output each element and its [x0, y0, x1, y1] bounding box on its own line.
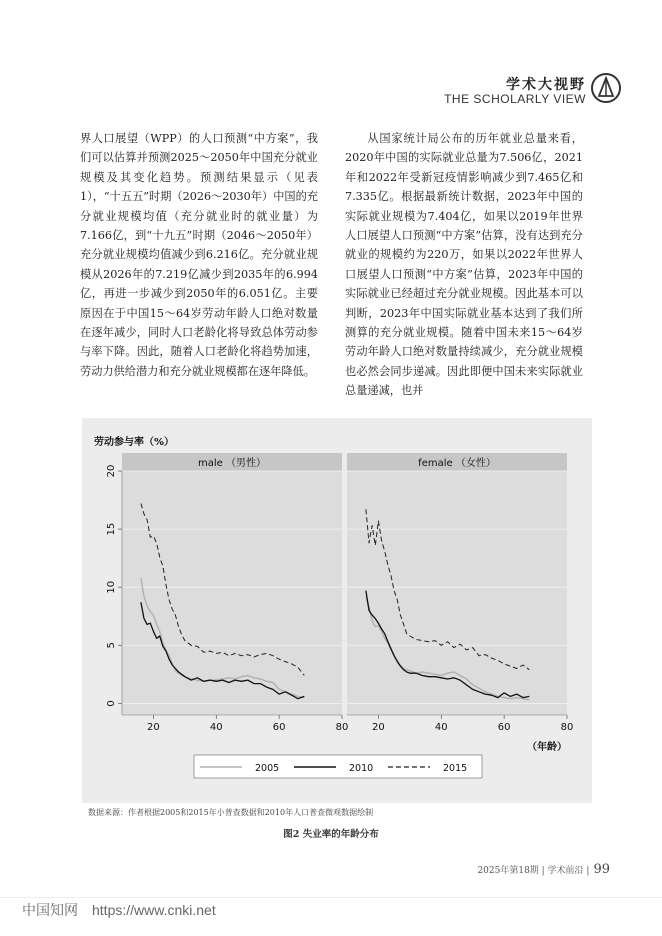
figure-caption: 图2 失业率的年龄分布	[283, 829, 379, 840]
panel-title: female （女性）	[418, 458, 496, 469]
y-tick-label: 20	[106, 464, 117, 478]
paragraph: 从国家统计局公布的历年就业总量来看，2020年中国的实际就业总量为7.506亿，2021年和2022年受新冠疫情影响减少到7.465亿和7.335亿。根据最新统计数据，2023年中国的实际就业规模为7.404亿，如果以2019年世界人口展望人口预测“中方案”估算，没有达到充分就业的规模约为220万，如果以2022年世界人口展望人口预测“中方案”估算，2023年中国的实际就业已经超过充分就业规模。因此基本可以判断，2023年中国实际就业基本达到了我们所测算的充分就业规模。随着中国未来15～64岁劳动年龄人口绝对数量持续减少，充分就业规模也必然会同步递减。因此即便中国未来实际就业总量递减，也并	[345, 132, 583, 398]
x-tick-label: 20	[147, 722, 160, 733]
journal-issue: 2025年第18期 | 学术前沿 |	[477, 866, 590, 876]
x-tick-label: 20	[372, 722, 385, 733]
chart-xlabel: （年龄）	[527, 742, 567, 753]
chart-panel	[106, 453, 348, 733]
x-tick-label: 80	[560, 722, 574, 733]
paragraph: 界人口展望（WPP）的人口预测“中方案”，我们可以估算并预测2025～2050年中国充分就业规模及其变化趋势。预测结果显示（见表1），“十五五”时期（2026～2030年）中国的充分就业规模均值（充分就业时的就业量）为7.166亿，到“十九五”时期（2046～2050年）充分就业规模均值减少到6.216亿。充分就业规模从2026年的7.219亿减少到2035年的6.994亿，再进一步减少到2050年的6.051亿。主要原因在于中国15～64岁劳动年龄人口绝对数量在逐年减少，同时人口老龄化将导致总体劳动参与率下降。因此，随着人口老龄化将趋势加速，劳动力供给潜力和充分就业规模都在逐年降低。	[80, 132, 318, 378]
unemployment-age-chart	[82, 418, 592, 803]
journal-logo-icon	[590, 72, 622, 104]
x-tick-label: 40	[209, 722, 223, 733]
body-text-left-column	[80, 129, 318, 381]
y-tick-label: 15	[106, 522, 117, 536]
legend-label-2010: 2010	[349, 763, 374, 774]
chart-ylabel: 劳动参与率（%）	[94, 437, 175, 448]
figure-source: 数据来源：作者根据2005和2015年小普查数据和2010年人口普查微观数据绘制	[88, 808, 374, 817]
chart-panel	[347, 453, 573, 733]
legend-label-2015: 2015	[443, 763, 468, 774]
page-number: 99	[593, 862, 610, 877]
journal-section-title: 学术大视野	[506, 77, 586, 93]
x-tick-label: 60	[272, 722, 286, 733]
divider	[0, 897, 662, 898]
x-tick-label: 60	[497, 722, 511, 733]
cnki-watermark	[22, 900, 216, 920]
cnki-url[interactable]: https://www.cnki.net	[92, 902, 216, 918]
journal-section-subtitle: THE SCHOLARLY VIEW	[444, 92, 586, 106]
x-tick-label: 80	[335, 722, 349, 733]
cnki-brand: 中国知网	[22, 903, 78, 919]
figure-chart	[82, 418, 592, 803]
body-text-right-column	[345, 129, 583, 401]
y-tick-label: 0	[106, 700, 117, 707]
y-tick-label: 10	[106, 580, 117, 594]
x-tick-label: 40	[434, 722, 448, 733]
panel-title: male （男性）	[198, 458, 266, 469]
page-info	[477, 862, 610, 877]
y-tick-label: 5	[106, 642, 117, 649]
legend-label-2005: 2005	[255, 763, 280, 774]
